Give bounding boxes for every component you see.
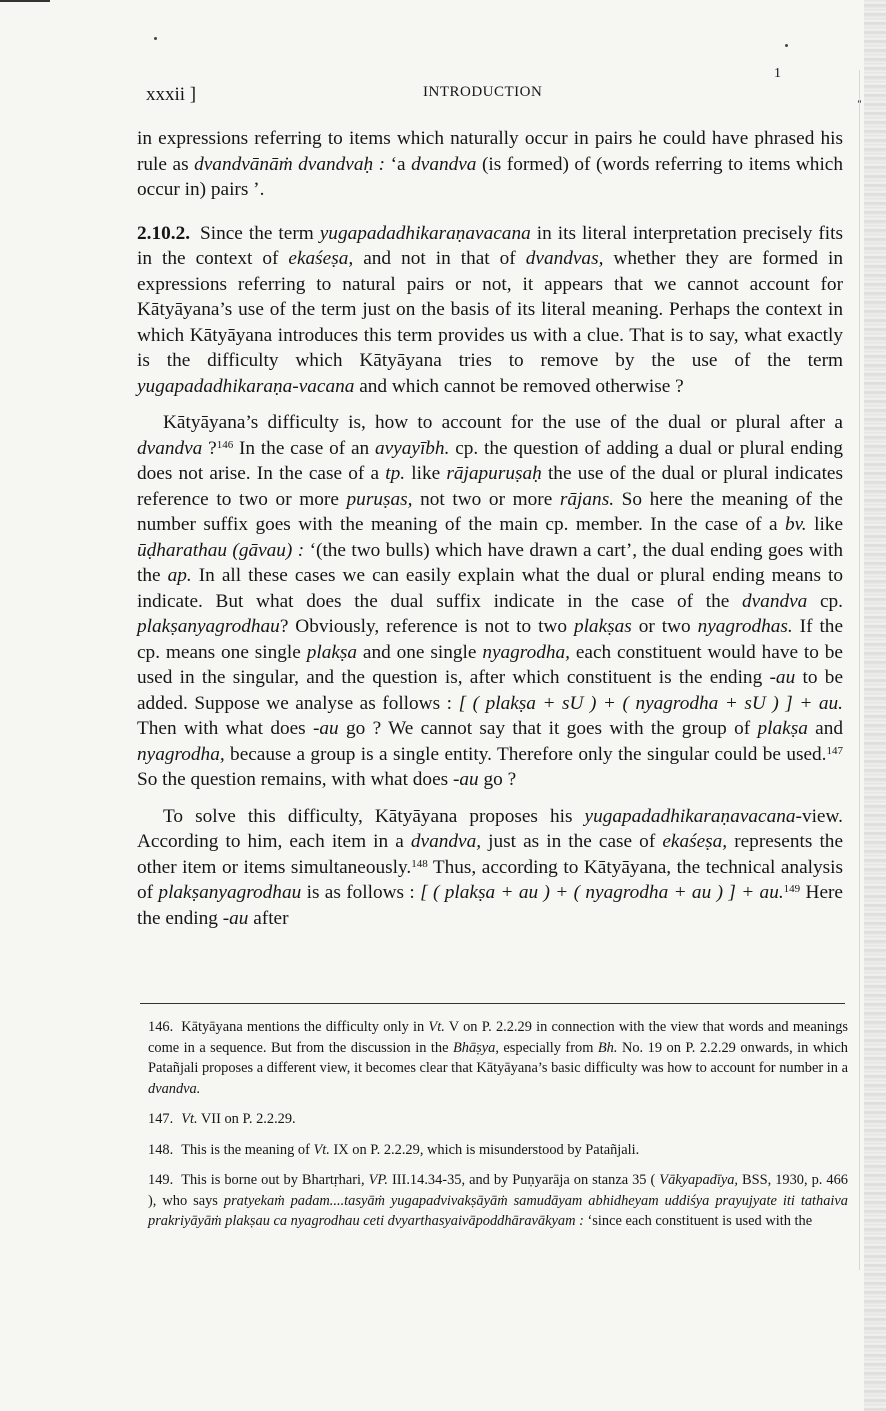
section-number: 2.10.2. (137, 222, 191, 244)
footnote-divider (140, 1003, 845, 1004)
paragraph-continued: in expressions referring to items which naturally occur in pairs he could have phrased his rule as dvandvānāṁ dvandvaḥ : ‘a dvandva (is formed) of (words referring to items which occur in) pairs ’. (137, 128, 844, 200)
paragraph-section-2-10-2: 2.10.2. Since the term yugapadadhikaraṇavacana in its literal interpretation precisely fits in the context of ekaśeṣa, and not in that of dvandvas, whether they are formed in expressions referring to natural pairs or not, it appears that we cannot account for Kātyāyana’s use of the term just on the basis of its literal meaning. Perhaps the context in which Kātyāyana introduces this term provides us with a clue. That is to say, what exactly is the difficulty which Kātyāyana tries to remove by the use of the term yugapadadhikaraṇa-vacana and which cannot be removed otherwise ? (137, 222, 843, 397)
page-number: xxxii ] (146, 84, 197, 105)
scan-speck (785, 44, 788, 47)
footnote-ref-148: 148 (411, 857, 428, 870)
footnote-149: 149. This is borne out by Bhartṛhari, VP. III.14.34-35, and by Puṇyarāja on stanza 35 ( Vākyapadīya, BSS, 1930, p. 466 ), who says pratyekaṁ padam....tasyāṁ yugapadvivakṣāyāṁ samudāyam abhidheyam uddiśya prayujyate iti tathaiva prakriyāyāṁ plakṣau ca nyagrodhau ceti dvyarthasyaivāpoddhāravākyam : ‘since each constituent is used with the (148, 1172, 849, 1229)
footnote-ref-147: 147 (826, 744, 843, 757)
footnote-148: 148. This is the meaning of Vt. IX on P. 2.2.29, which is misunderstood by Patañjali. (148, 1141, 640, 1158)
scan-edge-line (859, 70, 860, 1270)
footnotes (148, 1017, 848, 1242)
paragraph-solution: To solve this difficulty, Kātyāyana proposes his yugapadadhikaraṇavacana-view. According to him, each item in a dvandva, just as in the case of ekaśeṣa, represents the other item or items simultaneously.$^{148}$ Thus, according to Kātyāyana, the technical analysis of plakṣanyagrodhau is as follows : [ ( plakṣa + au ) + ( nyagrodha + au ) ] + au.$^{149}$ Here the ending -au after (137, 805, 844, 929)
scan-speck (154, 37, 157, 40)
scan-corner-mark (0, 0, 50, 2)
paragraph-difficulty: Kātyāyana’s difficulty is, how to account for the use of the dual or plural after a dvandva ?$^{146}$ In the case of an avyayībh. cp. the question of adding a dual or plural ending does not arise. In the case of a tp. like rājapuruṣaḥ the use of the dual or plural indicates reference to two or more puruṣas, not two or more rājans. So here the meaning of the number suffix goes with the meaning of the main cp. member. In the case of a bv. like ūḍharathau (gāvau) : ‘(the two bulls) which have drawn a cart’, the dual ending goes with the ap. In all these cases we can easily explain what the dual or plural ending means to indicate. But what does the dual suffix indicate in the case of the dvandva cp. plakṣanyagrodhau? Obviously, reference is not to two plakṣas or two nyagrodhas. If the cp. means one single plakṣa and one single nyagrodha, each constituent would have to be used in the singular, and the question is, after which constituent is the ending -au to be added. Suppose we analyse as follows : [ ( plakṣa + sU ) + ( nyagrodha + sU ) ] + au. Then with what does -au go ? We cannot say that it goes with the group of plakṣa and nyagrodha, because a group is a single entity. Therefore only the singular could be used.$^{147}$ So the question remains, with what does -au go ? (137, 412, 844, 790)
page-header (0, 66, 886, 110)
footnote-147: 147. Vt. VII on P. 2.2.29. (148, 1111, 296, 1127)
footnote-ref-149: 149 (783, 883, 801, 895)
footnote-ref-146: 146 (216, 438, 234, 451)
running-head: INTRODUCTION (423, 84, 543, 100)
margin-mark: 1 (774, 66, 781, 81)
scan-page-edge (864, 0, 886, 1411)
main-text (137, 126, 843, 942)
footnote-146: 146. Kātyāyana mentions the difficulty only in Vt. V on P. 2.2.29 in connection with the view that words and meanings come in a sequence. But from the discussion in the Bhāṣya, especially from Bh. No. 19 on P. 2.2.29 onwards, in which Patañjali proposes a different view, it becomes clear that Kātyāyana’s basic difficulty was how to account for number in a dvandva. (148, 1019, 848, 1097)
